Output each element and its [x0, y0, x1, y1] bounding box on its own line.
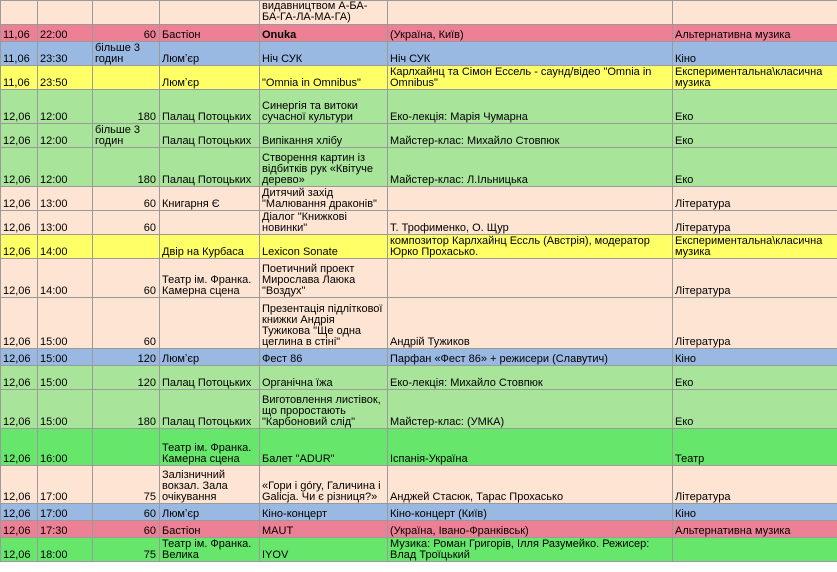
- event-cell[interactable]: Балет "ADUR": [260, 429, 388, 466]
- event-cell[interactable]: Синергія та витоки сучасної культури: [260, 90, 388, 124]
- category-cell[interactable]: Література: [673, 211, 837, 235]
- duration-cell[interactable]: 75: [93, 538, 160, 562]
- time-cell[interactable]: 23:30: [38, 42, 93, 66]
- time-cell[interactable]: 12:00: [38, 124, 93, 148]
- date-cell[interactable]: 12,06: [1, 211, 38, 235]
- event-cell[interactable]: Презентація підліткової книжки Андрія Тужикова "Ще одна цеглина в стіні": [260, 298, 388, 349]
- table-row: [1, 211, 837, 235]
- venue-cell[interactable]: Книгарня Є: [160, 187, 260, 211]
- date-cell[interactable]: 12,06: [1, 90, 38, 124]
- participants-cell[interactable]: Т. Трофименко, О. Щур: [388, 211, 673, 235]
- table-row: [1, 366, 837, 390]
- table-row: [1, 1, 837, 25]
- venue-cell[interactable]: Двір на Курбаса: [160, 235, 260, 259]
- duration-cell[interactable]: більше 3 годин: [93, 124, 160, 148]
- table-row: [1, 124, 837, 148]
- category-cell[interactable]: Кіно: [673, 349, 837, 366]
- participants-cell[interactable]: Майстер-клас: (УМКА): [388, 390, 673, 429]
- duration-cell[interactable]: [93, 66, 160, 90]
- date-cell[interactable]: 12,06: [1, 521, 38, 538]
- venue-cell[interactable]: Театр ім. Франка. Камерна сцена: [160, 429, 260, 466]
- category-cell[interactable]: [673, 1, 837, 25]
- table-row: [1, 187, 837, 211]
- duration-cell[interactable]: більше 3 годин: [93, 42, 160, 66]
- event-cell[interactable]: Органічна їжа: [260, 366, 388, 390]
- duration-cell[interactable]: 60: [93, 521, 160, 538]
- date-cell[interactable]: 12,06: [1, 148, 38, 187]
- duration-cell[interactable]: 60: [93, 504, 160, 521]
- venue-cell[interactable]: Театр ім. Франка. Камерна сцена: [160, 259, 260, 298]
- participants-cell[interactable]: [388, 1, 673, 25]
- table-row: [1, 504, 837, 521]
- duration-cell[interactable]: 120: [93, 349, 160, 366]
- event-cell[interactable]: MAUT: [260, 521, 388, 538]
- duration-cell[interactable]: 180: [93, 148, 160, 187]
- participants-cell[interactable]: Еко-лекція: Марія Чумарна: [388, 90, 673, 124]
- duration-cell[interactable]: 60: [93, 25, 160, 42]
- venue-cell[interactable]: Бастіон: [160, 25, 260, 42]
- venue-cell[interactable]: Люмʼєр: [160, 66, 260, 90]
- table-row: [1, 521, 837, 538]
- venue-cell[interactable]: Палац Потоцьких: [160, 124, 260, 148]
- event-cell[interactable]: видавництвом А-БА-БА-ГА-ЛА-МА-ГА): [260, 1, 388, 25]
- category-cell[interactable]: Література: [673, 187, 837, 211]
- venue-cell[interactable]: Палац Потоцьких: [160, 390, 260, 429]
- event-cell[interactable]: Дитячий захід "Малювання драконів": [260, 187, 388, 211]
- duration-cell[interactable]: 180: [93, 390, 160, 429]
- category-cell[interactable]: Кіно: [673, 504, 837, 521]
- category-cell[interactable]: Література: [673, 466, 837, 504]
- category-cell[interactable]: Альтернативна музика: [673, 521, 837, 538]
- schedule-rows: [1, 1, 837, 562]
- event-cell[interactable]: Створення картин із відбитків рук «Квітуче дерево»: [260, 148, 388, 187]
- duration-cell[interactable]: 60: [93, 298, 160, 349]
- event-cell[interactable]: «Гори і góry, Галичина і Galicja. Чи є різниця?»: [260, 466, 388, 504]
- category-cell[interactable]: Еко: [673, 90, 837, 124]
- table-row: [1, 538, 837, 562]
- participants-cell[interactable]: Еко-лекція: Михайло Стовпюк: [388, 366, 673, 390]
- event-cell[interactable]: Кіно-концерт: [260, 504, 388, 521]
- date-cell[interactable]: 11,06: [1, 25, 38, 42]
- participants-cell[interactable]: Парфан «Фест 86» + режисери (Славутич): [388, 349, 673, 366]
- participants-cell[interactable]: Майстер-клас: Михайло Стовпюк: [388, 124, 673, 148]
- venue-cell[interactable]: Театр ім. Франка. Велика: [160, 538, 260, 562]
- time-cell[interactable]: 17:30: [38, 521, 93, 538]
- table-row: [1, 390, 837, 429]
- duration-cell[interactable]: 120: [93, 366, 160, 390]
- category-cell[interactable]: Експериментальна\класична музика: [673, 66, 837, 90]
- time-cell[interactable]: 17:00: [38, 466, 93, 504]
- venue-cell[interactable]: Палац Потоцьких: [160, 366, 260, 390]
- table-row: [1, 148, 837, 187]
- event-cell[interactable]: Ніч СУК: [260, 42, 388, 66]
- venue-cell[interactable]: Люмʼєр: [160, 349, 260, 366]
- time-cell[interactable]: 13:00: [38, 187, 93, 211]
- date-cell[interactable]: 12,06: [1, 366, 38, 390]
- duration-cell[interactable]: 60: [93, 211, 160, 235]
- participants-cell[interactable]: Музика: Роман Григорів, Ілля Разумейко. Режисер: Влад Троїцький: [388, 538, 673, 562]
- event-cell[interactable]: IYOV: [260, 538, 388, 562]
- category-cell[interactable]: Експериментальна\класична музика: [673, 235, 837, 259]
- time-cell[interactable]: 13:00: [38, 211, 93, 235]
- date-cell[interactable]: 11,06: [1, 42, 38, 66]
- category-cell[interactable]: Еко: [673, 148, 837, 187]
- date-cell[interactable]: 12,06: [1, 466, 38, 504]
- time-cell[interactable]: 12:00: [38, 90, 93, 124]
- venue-cell[interactable]: Бастіон: [160, 521, 260, 538]
- event-cell[interactable]: Lexicon Sonate: [260, 235, 388, 259]
- venue-cell[interactable]: [160, 211, 260, 235]
- category-cell[interactable]: Література: [673, 298, 837, 349]
- time-cell[interactable]: 15:00: [38, 349, 93, 366]
- table-row: [1, 429, 837, 466]
- table-row: [1, 235, 837, 259]
- venue-cell[interactable]: Люмʼєр: [160, 504, 260, 521]
- duration-cell[interactable]: 75: [93, 466, 160, 504]
- time-cell[interactable]: 16:00: [38, 429, 93, 466]
- date-cell[interactable]: 12,06: [1, 429, 38, 466]
- participants-cell[interactable]: Ніч СУК: [388, 42, 673, 66]
- time-cell[interactable]: 22:00: [38, 25, 93, 42]
- duration-cell[interactable]: 60: [93, 187, 160, 211]
- event-cell[interactable]: Фест 86: [260, 349, 388, 366]
- date-cell[interactable]: 12,06: [1, 349, 38, 366]
- participants-cell[interactable]: [388, 187, 673, 211]
- participants-cell[interactable]: (Україна, Івано-Франківськ): [388, 521, 673, 538]
- date-cell[interactable]: 12,06: [1, 504, 38, 521]
- category-cell[interactable]: Альтернативна музика: [673, 25, 837, 42]
- time-cell[interactable]: 15:00: [38, 298, 93, 349]
- date-cell[interactable]: 12,06: [1, 187, 38, 211]
- date-cell[interactable]: 11,06: [1, 66, 38, 90]
- table-row: [1, 466, 837, 504]
- table-row: [1, 349, 837, 366]
- date-cell[interactable]: [1, 1, 38, 25]
- event-cell[interactable]: "Omnia in Omnibus": [260, 66, 388, 90]
- participants-cell[interactable]: композитор Карлхайнц Ессль (Австрія), модератор Юрко Прохасько.: [388, 235, 673, 259]
- table-row: [1, 66, 837, 90]
- venue-cell[interactable]: [160, 298, 260, 349]
- participants-cell[interactable]: Іспанія-Україна: [388, 429, 673, 466]
- venue-cell[interactable]: Палац Потоцьких: [160, 90, 260, 124]
- time-cell[interactable]: 17:00: [38, 504, 93, 521]
- venue-cell[interactable]: Залізничний вокзал. Зала очікування: [160, 466, 260, 504]
- participants-cell[interactable]: Кіно-концерт (Київ): [388, 504, 673, 521]
- category-cell[interactable]: Еко: [673, 366, 837, 390]
- date-cell[interactable]: 12,06: [1, 390, 38, 429]
- date-cell[interactable]: 12,06: [1, 235, 38, 259]
- time-cell[interactable]: 18:00: [38, 538, 93, 562]
- venue-cell[interactable]: Люмʼєр: [160, 42, 260, 66]
- category-cell[interactable]: Театр: [673, 429, 837, 466]
- event-cell[interactable]: Onuka: [260, 25, 388, 42]
- time-cell[interactable]: 23:50: [38, 66, 93, 90]
- participants-cell[interactable]: [388, 259, 673, 298]
- table-row: [1, 42, 837, 66]
- table-row: [1, 259, 837, 298]
- venue-cell[interactable]: Палац Потоцьких: [160, 148, 260, 187]
- time-cell[interactable]: 14:00: [38, 235, 93, 259]
- date-cell[interactable]: 12,06: [1, 298, 38, 349]
- category-cell[interactable]: Література: [673, 259, 837, 298]
- category-cell[interactable]: Еко: [673, 390, 837, 429]
- date-cell[interactable]: 12,06: [1, 259, 38, 298]
- event-cell[interactable]: Діалог "Книжкові новинки": [260, 211, 388, 235]
- time-cell[interactable]: [38, 1, 93, 25]
- participants-cell[interactable]: Карлхайнц та Сімон Ессель - саунд/відео "Omnia in Omnibus": [388, 66, 673, 90]
- duration-cell[interactable]: 60: [93, 259, 160, 298]
- duration-cell[interactable]: [93, 429, 160, 466]
- event-cell[interactable]: Випікання хлібу: [260, 124, 388, 148]
- participants-cell[interactable]: Майстер-клас: Л.Ільницька: [388, 148, 673, 187]
- participants-cell[interactable]: Анджей Стасюк, Тарас Прохасько: [388, 466, 673, 504]
- date-cell[interactable]: 12,06: [1, 124, 38, 148]
- table-row: [1, 90, 837, 124]
- participants-cell[interactable]: Андрій Тужиков: [388, 298, 673, 349]
- duration-cell[interactable]: [93, 235, 160, 259]
- table-row: [1, 298, 837, 349]
- category-cell[interactable]: Еко: [673, 124, 837, 148]
- event-cell[interactable]: Поетичний проект Мирослава Лаюка "Воздух": [260, 259, 388, 298]
- duration-cell[interactable]: 180: [93, 90, 160, 124]
- table-row: [1, 25, 837, 42]
- category-cell[interactable]: [673, 538, 837, 562]
- time-cell[interactable]: 12:00: [38, 148, 93, 187]
- participants-cell[interactable]: (Україна, Київ): [388, 25, 673, 42]
- time-cell[interactable]: 15:00: [38, 366, 93, 390]
- event-cell[interactable]: Виготовлення листівок, що проростають "Карбоновий слід": [260, 390, 388, 429]
- category-cell[interactable]: Кіно: [673, 42, 837, 66]
- time-cell[interactable]: 14:00: [38, 259, 93, 298]
- venue-cell[interactable]: [160, 1, 260, 25]
- duration-cell[interactable]: [93, 1, 160, 25]
- time-cell[interactable]: 15:00: [38, 390, 93, 429]
- date-cell[interactable]: 12,06: [1, 538, 38, 562]
